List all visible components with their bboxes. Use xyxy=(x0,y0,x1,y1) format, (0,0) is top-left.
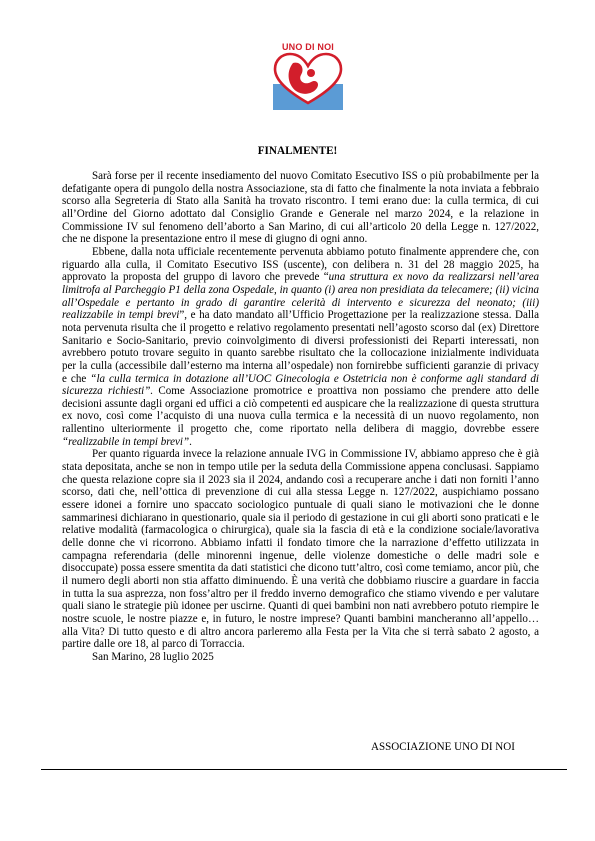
paragraph-text: Ebbene, dalla nota ufficiale recentemente pervenuta abbiamo potuto finalmente apprendere che, con riguardo alla culla, il Comitato Esecutivo ISS (uscente), con delibera n. 31 del 28 maggio 2025, ha approvato la proposta del gruppo di lavoro che prevede “ xyxy=(62,245,539,284)
association-logo xyxy=(271,42,345,112)
quoted-text: “la culla termica in dotazione all’UOC Ginecologia e Ostetricia non è conforme agli standard di sicurezza richiesti”. xyxy=(62,372,539,398)
paragraph xyxy=(62,170,539,246)
place-date: San Marino, 28 luglio 2025 xyxy=(92,650,214,663)
footer-divider xyxy=(41,769,567,770)
paragraph-text: ”, e ha dato mandato all’Ufficio Progettazione per la realizzazione stessa. Dalla nota pervenuta risulta che il progetto e relativo regolamento presentati nell’agosto scorso dal (ex) Direttore Sanitario e Socio-Sanitario, previo coinvolgimento di diversi professionisti dei Reparti interessati, non avrebbero potuto trovare seguito in quanto sarebbe risultato che la collocazione inizialmente individuata per la culla (accessibile dall’esterno ma interna all’ospedale) non fornirebbe sufficienti garanzie di privacy e che xyxy=(62,309,539,385)
paragraph xyxy=(62,246,539,449)
heart-mother-child-icon xyxy=(271,51,345,112)
quoted-text: “realizzabile in tempi brevi” xyxy=(62,435,190,448)
paragraph-text: Per quanto riguarda invece la relazione annuale IVG in Commissione IV, abbiamo appreso che è già stata depositata, anche se non in tempo utile per la seduta della Commissione appena conclusasi. Sappiamo che questa relazione copre sia il 2023 sia il 2024, andando così a recuperare anche i dati non forniti l’anno scorso, dati che, nell’ottica di prevenzione di cui alla stessa Legge n. 127/2022, auspichiamo possano essere idonei a fornire uno spaccato sociologico puntuale di quali siano le motivazioni che le donne sammarinesi dichiarano in questionario, quale sia il periodo di gestazione in cui gli aborti sono praticati e le relative modalità (farmacologica o chirurgica), quale sia la fascia di età e la condizione sociale/lavorativa delle donne che vi ricorrono. Abbiamo infatti il fondato timore che la narrazione d’effetto utilizzata in campagna referendaria (delle minorenni ingenue, delle violenze domestiche o delle madri sole e disoccupate) possa essere smentita da dati statistici che dicono tutt’altro, così come temiamo, ancor più, che il numero degli aborti non stia affatto diminuendo. È una verità che dobbiamo riuscire a guardare in faccia in tutta la sua asprezza, non foss’altro per il freddo inverno demografico che stiamo vivendo e per valutare quali siano le strategie più idonee per uscirne. Quanti di quei bambini non nati avrebbero potuto riempire le nostre scuole, le nostre piazze e, in futuro, le nostre imprese? Quanti bambini mancheranno all’appello… alla Vita? Di tutto questo e di altro ancora parleremo alla Festa per la Vita che si terrà sabato 2 agosto, a partire dalle ore 18, al parco di Torraccia. xyxy=(62,448,539,651)
quoted-text: una struttura ex novo da realizzarsi nell’area limitrofa al Parcheggio P1 della zona Ospedale, in quanto (i) area non presidiata da telecamere; (ii) vicina all’Ospedale e pertanto in grado di garantire celerità di intervento e sicurezza del neonato; (iii) realizzabile in tempi brevi xyxy=(62,271,539,322)
document-body xyxy=(62,170,539,664)
paragraph-text: Sarà forse per il recente insediamento del nuovo Comitato Esecutivo ISS o più probabilmente per la defatigante opera di pungolo della nostra Associazione, sta di fatto che finalmente la nota inviata a febbraio scorso alla Segreteria di Stato alla Sanità ha trovato riscontro. I temi erano due: la culla termica, di cui all’Ordine del Giorno adottato dal Consiglio Grande e Generale nel marzo 2024, e la relazione in Commissione IV sul fenomeno dell’aborto a San Marino, di cui all’articolo 20 della Legge n. 127/2022, che ne dispone la presentazione entro il mese di giugno di ogni anno. xyxy=(62,170,539,246)
logo-title: UNO DI NOI xyxy=(281,42,334,52)
document-title: FINALMENTE! xyxy=(257,145,338,157)
signature: ASSOCIAZIONE UNO DI NOI xyxy=(371,741,515,753)
paragraph xyxy=(62,448,539,651)
paragraph-text: . xyxy=(189,435,192,448)
paragraph-text: Come Associazione promotrice e proattiva non possiamo che prendere atto delle decisioni assunte dagli organi ed uffici a ciò competenti ed auspicare che la realizzazione di questa struttura ex novo, così come l’acquisto di una nuova culla termica e la necessità di un nuovo regolamento, non rallentino ulteriormente il progetto che, come riportato nella delibera di maggio, dovrebbe essere xyxy=(62,385,539,436)
